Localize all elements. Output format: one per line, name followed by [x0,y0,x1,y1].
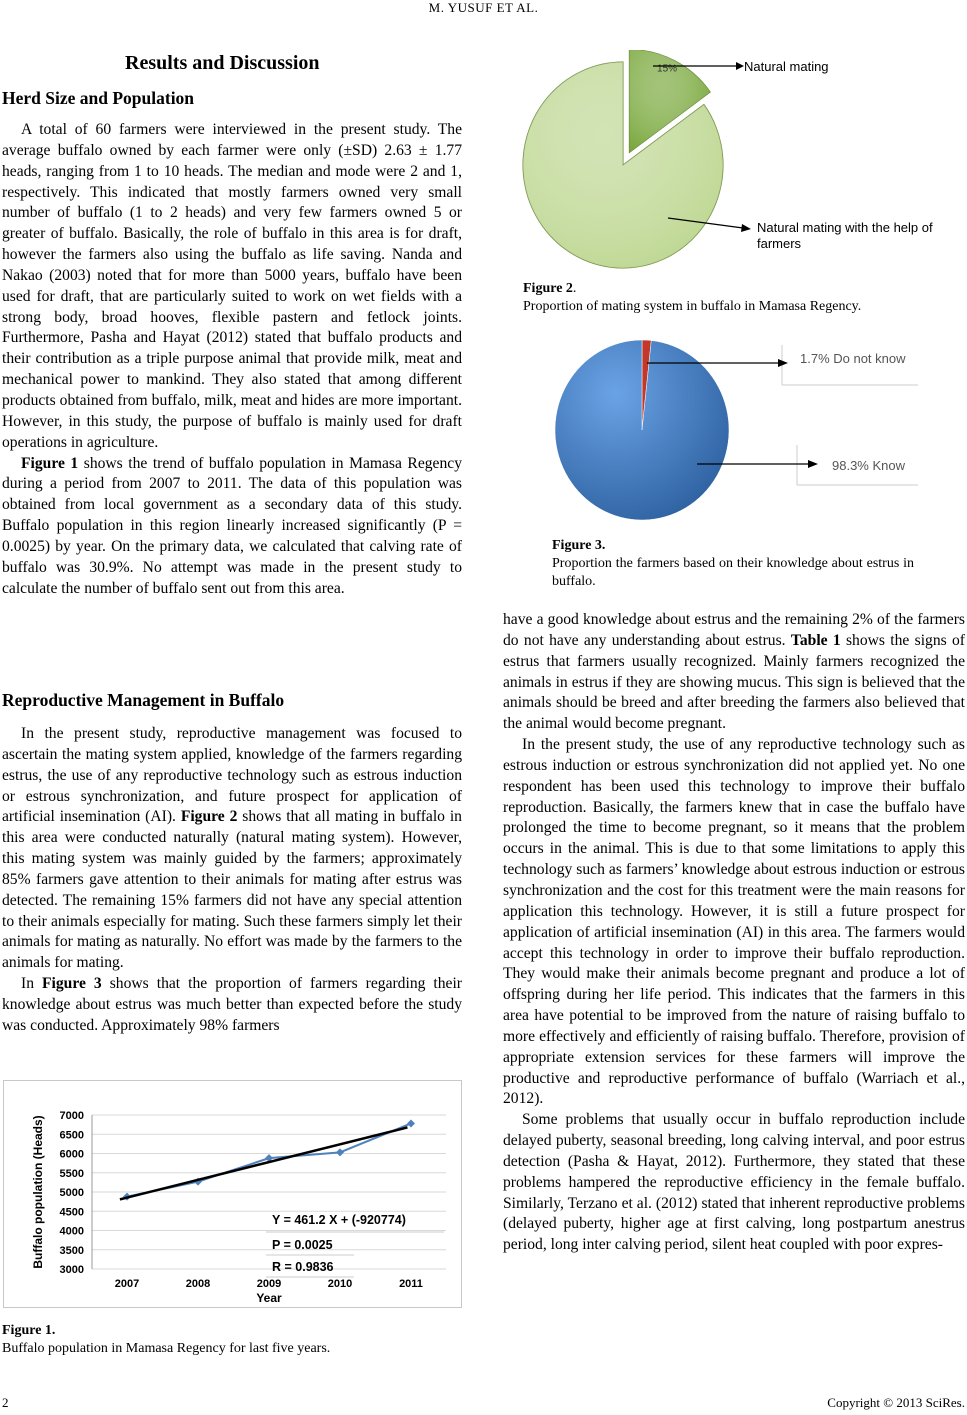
figure-3-pie-chart [550,335,920,530]
pie-value-label: 15% [657,63,678,75]
data-point [336,1148,344,1156]
arrow-head [741,224,751,232]
legend-label: Natural mating [744,59,829,74]
figure-1-caption: Buffalo population in Mamasa Regency for last five years. [2,1341,331,1356]
y-tick-label: 5500 [59,1167,84,1180]
x-tick-label: 2007 [114,1278,140,1290]
left-text-block-2 [2,724,462,1037]
trendline [120,1127,408,1199]
x-axis-label: Year [256,1291,282,1305]
x-tick-label: 2010 [327,1278,353,1290]
pie-slice [555,340,729,520]
paragraph-text: shows that all mating in buffalo in this area were conducted naturally (natural mating system). However, this mating system was mainly guided by the farmers; approximately 85% farmers gave attention to their animals for mating after estrus was detected. The remaining 15% farmers did not have any special attention to their animals especially for mating. Such these farmers simply let their animals for mating as naturally. No effort was made by the farmers to the animals for mating. [2,808,462,972]
paragraph [2,974,462,1037]
copyright: Copyright © 2013 SciRes. [827,1395,965,1410]
figure-3-caption: Proportion the farmers based on their knowledge about estrus in buffalo. [552,556,914,589]
line-chart-svg [4,1081,461,1307]
y-tick-label: 3000 [59,1264,84,1276]
paragraph: Some problems that usually occur in buffalo reproduction include delayed puberty, seasonal breeding, long calving interval, and poor estrus detection (Pasha & Hayat, 2012). Furthermore, they stated that these problems hampered the reproductive efficiency in the female buffalo. Similarly, Terzano et al. (2012) stated that inherent reproductive problems (delayed puberty, higher age at first calving, long postpartum anestrus period, long inter calving period, silent heat coupled with poor expres- [503,1111,965,1254]
figure-ref: Figure 2 [180,808,238,826]
subsection-title-herd-size: Herd Size and Population [2,88,195,108]
y-tick-label: 5000 [59,1187,84,1199]
paragraph [503,610,965,735]
legend-label: 1.7% Do not know [800,351,906,366]
figure-ref: Figure 3 [42,975,102,993]
x-tick-label: 2008 [185,1278,211,1290]
y-tick-label: 6500 [59,1129,84,1142]
right-text-block [503,610,965,1256]
arrow-head [808,460,818,468]
y-tick-label: 4000 [59,1225,84,1238]
paragraph: A total of 60 farmers were interviewed in the present study. The average buffalo owned by each farmer were only (±SD) 2.63 ± 1.77 heads, ranging from 1 to 10 heads. The median and mode were 2 and 1, respectively. This indicated that mostly farmers owned very small number of buffalo (1 to 2 heads) and very few farmers owned 5 or greater of buffalo. Basically, the role of buffalo in this area is for draft, however the farmers also using the buffalo as life saving. Nanda and Nakao (2003) noted that for more than 5000 years, buffalo have been used for draft, that are particularly suited to work on wet fields with a strong body, broad hooves, flexible pastern and fetlock joints. Furthermore, Pasha and Hayat (2012) stated that buffalo products and their contribution as a triple purpose animal that provide milk, meat and mechanical power to mankind. They also stated that among different products obtained from buffalo, milk, meat and hides are more important. However, in this study, the purpose of buffalo is mainly used for draft operations in agriculture. [2,121,462,451]
page-number: 2 [2,1395,9,1410]
y-tick-label: 4500 [59,1206,84,1219]
paragraph-text: In the present study, reproductive management was focused to ascertain the mating system applied, knowledge of the farmers regarding estrus, the use of any reproductive technology such as estrous induction or estrous synchronization, and future prospect for application of artificial insemination (AI). [2,725,462,826]
chart-annotation: P = 0.0025 [272,1238,333,1252]
table-ref: Table 1 [790,631,841,649]
paragraph-text: shows the signs of estrus that farmers usually recognized. Mainly farmers recognized the animals in estrus if they are showing mucus. This sign is believed that the animals should be breed and after breeding the farmers also believed that the animal would become pregnant. [503,631,965,733]
figure-2-pie-chart [518,50,958,272]
paragraph-text: In [21,975,43,993]
left-text-block-1 [2,120,462,599]
x-tick-label: 2011 [399,1278,423,1290]
running-head: M. YUSUF ET AL. [428,0,539,15]
legend-label: 98.3% Know [832,458,905,473]
chart-annotation: Y = 461.2 X + (-920774) [272,1213,406,1227]
arrow-head [736,62,744,70]
y-axis-label: Buffalo population (Heads) [31,1115,45,1269]
paragraph-text: shows that the proportion of farmers regarding their knowledge about estrus was much better than expected before the study was conducted. Approximately 98% farmers [2,975,462,1034]
figure-3-label: Figure 3. [552,538,606,553]
y-tick-label: 7000 [59,1110,84,1122]
section-title: Results and Discussion [125,52,320,74]
figure-ref: Figure 1 [21,454,79,472]
paragraph: In the present study, the use of any reproductive technology such as estrous induction or estrous synchronization did not applied yet. No one respondent has been used this technology to improve their buffalo reproduction. Basically, the farmers knew that in case the buffalo have prolonged the time to become pregnant, so it means that the problem occurs in the animal. This is due to that some limitations to apply this technology such as farmers’ knowledge about estrous induction or estrous synchronization and the cost for this treatment were the main reasons for application this technology. However, it is still a future prospect for application of artificial insemination (AI) in this area. The farmers would accept this technology in order to improve their buffalo reproduction. They would make their animals become pregnant and produce a lot of offspring during her life period. This indicates that the farmers in this area have potential to be improved from the nature of raising buffalo to more effectively and efficiently of raising buffalo. Therefore, provision of appropriate extension services for these farmers will improve the productive and reproductive performance of buffalo (Warriach et al., 2012). [503,736,965,1108]
paragraph [2,724,462,974]
legend-label: Natural mating with the help of farmers [757,220,933,251]
chart-annotation: R = 0.9836 [272,1260,334,1274]
figure-1-chart [3,1080,462,1308]
x-tick-label: 2009 [256,1278,282,1290]
arrow-head [778,359,788,367]
figure-2-caption: Proportion of mating system in buffalo in Mamasa Regency. [523,299,862,314]
figure-1-label: Figure 1. [2,1323,56,1338]
paragraph-text: shows the trend of buffalo population in Mamasa Regency during a period from 2007 to 2011. The data of this population was obtained from local government as a secondary data of this study. Buffalo population in this region linearly increased significantly (P = 0.0025) by year. On the primary data, we calculated that calving rate of buffalo was 30.9%. No attempt was made in the present study to calculate the number of buffalo sent out from this area. [2,454,462,597]
y-tick-label: 6000 [59,1148,84,1161]
figure-2-label: Figure 2. [523,281,577,296]
paragraph [2,454,462,600]
y-tick-label: 3500 [59,1244,84,1257]
data-point [407,1119,415,1127]
subsection-title-reproductive: Reproductive Management in Buffalo [2,690,285,710]
paragraph-text: have a good knowledge about estrus and the remaining 2% of the farmers do not have any understanding about estrus. [503,611,965,649]
